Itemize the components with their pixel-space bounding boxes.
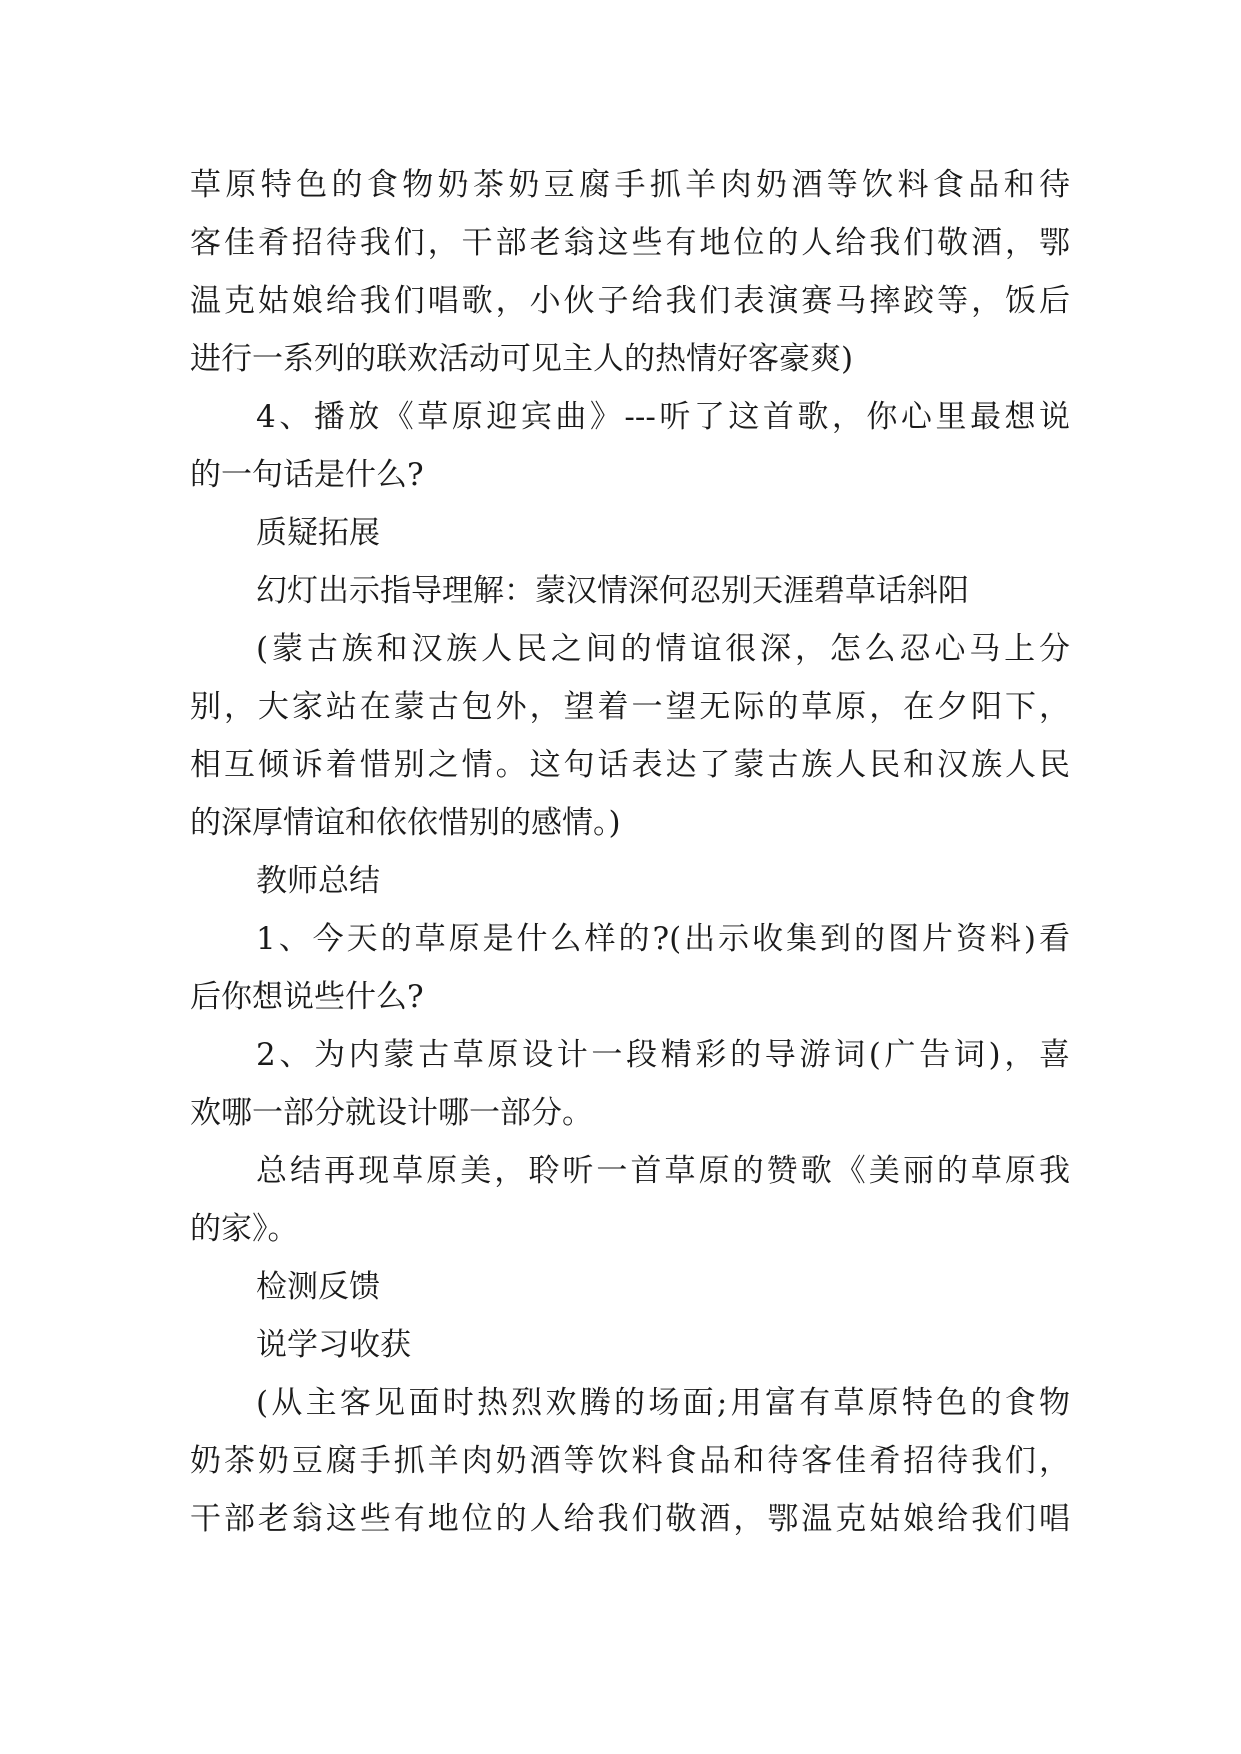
text-line: 的家》。 [190,1211,299,1247]
text-line: 后你想说些什么? [190,979,424,1015]
text-line: 2、为内蒙古草原设计一段精彩的导游词(广告词)，喜 [256,1037,1070,1073]
text-line: (从主客见面时热烈欢腾的场面;用富有草原特色的食物 [256,1385,1070,1421]
text-line: (蒙古族和汉族人民之间的情谊很深，怎么忍心马上分 [256,631,1070,667]
text-line: 总结再现草原美，聆听一首草原的赞歌《美丽的草原我 [256,1153,1070,1189]
text-line: 进行一系列的联欢活动可见主人的热情好客豪爽) [190,341,854,377]
section-heading: 说学习收获 [256,1327,411,1363]
text-line: 干部老翁这些有地位的人给我们敬酒，鄂温克姑娘给我们唱 [190,1501,1070,1537]
text-line: 的一句话是什么? [190,457,424,493]
text-line: 幻灯出示指导理解：蒙汉情深何忍别天涯碧草话斜阳 [256,573,969,609]
section-heading: 质疑拓展 [256,515,380,551]
text-line: 奶茶奶豆腐手抓羊肉奶酒等饮料食品和待客佳肴招待我们， [190,1443,1070,1479]
text-line: 4、播放《草原迎宾曲》---听了这首歌，你心里最想说 [256,399,1070,435]
text-line: 1、今天的草原是什么样的?(出示收集到的图片资料)看 [256,921,1070,957]
section-heading: 教师总结 [256,863,380,899]
text-line: 客佳肴招待我们，干部老翁这些有地位的人给我们敬酒，鄂 [190,225,1070,261]
section-heading: 检测反馈 [256,1269,380,1305]
text-line: 的深厚情谊和依依惜别的感情。) [190,805,621,841]
text-line: 相互倾诉着惜别之情。这句话表达了蒙古族人民和汉族人民 [190,747,1070,783]
text-line: 温克姑娘给我们唱歌，小伙子给我们表演赛马摔跤等，饭后 [190,283,1070,319]
text-line: 欢哪一部分就设计哪一部分。 [190,1095,593,1131]
text-line: 别，大家站在蒙古包外，望着一望无际的草原，在夕阳下， [190,689,1070,725]
text-line: 草原特色的食物奶茶奶豆腐手抓羊肉奶酒等饮料食品和待 [190,167,1070,203]
